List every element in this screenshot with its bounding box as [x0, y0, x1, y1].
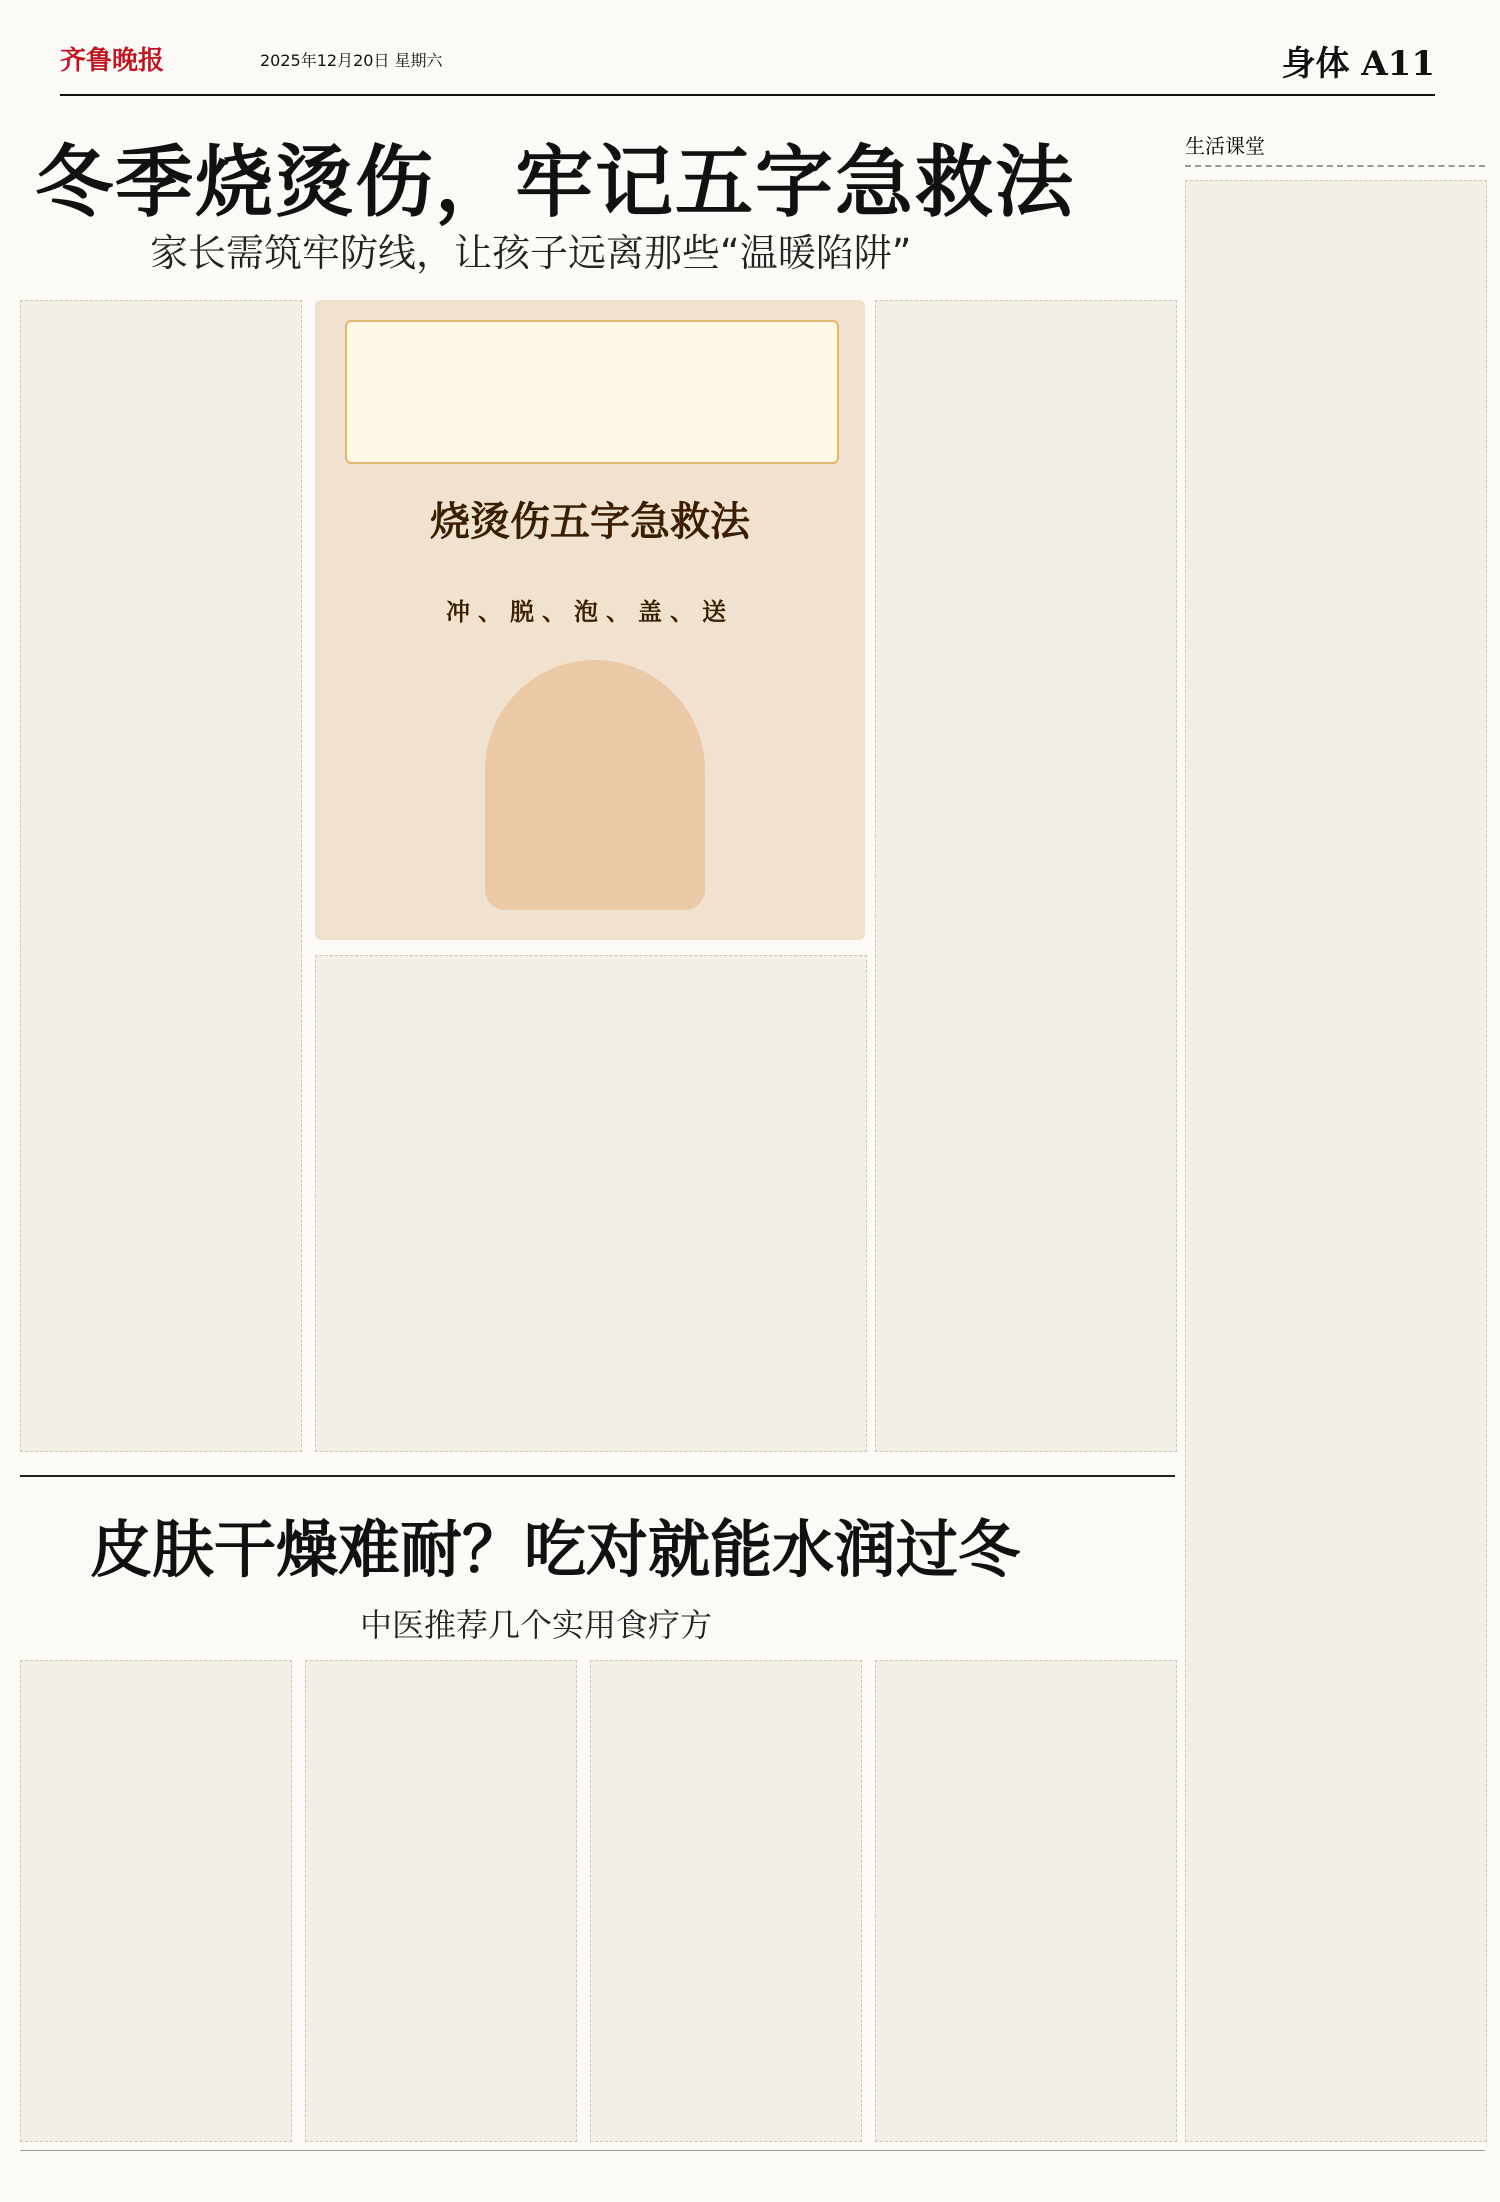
sidebar-content [1185, 180, 1487, 2142]
article2-column-3 [590, 1660, 862, 2142]
sidebar-life-tips [1185, 120, 1485, 2140]
sidebar-header: 生活课堂 [1185, 130, 1485, 167]
burn-first-aid-illustration [315, 300, 865, 940]
child-illustration [485, 660, 705, 910]
issue-date: 2025年12月20日 星期六 [260, 51, 443, 70]
article2-column-2 [305, 1660, 577, 2142]
article1-text-column-4 [875, 300, 1177, 1452]
masthead [0, 0, 1500, 120]
illustration-intro-panel [345, 320, 839, 464]
article-divider [20, 1475, 1175, 1477]
paper-name: 齐鲁晚报 [60, 46, 165, 76]
article1-subhead: 家长需筑牢防线，让孩子远离那些“温暖陷阱” [150, 231, 912, 275]
illustration-steps: 冲、脱、泡、盖、送 [446, 598, 734, 626]
illustration-title: 烧烫伤五字急救法 [430, 498, 750, 545]
article1-text-lower [315, 955, 867, 1452]
footer-rule [20, 2150, 1485, 2151]
article2-subhead: 中医推荐几个实用食疗方 [360, 1606, 713, 1644]
article2-column-1 [20, 1660, 292, 2142]
article1-headline: 冬季烧烫伤，牢记五字急救法 [35, 137, 1076, 228]
article1-text-column-1 [20, 300, 302, 1452]
article2-column-4 [875, 1660, 1177, 2142]
article2-headline: 皮肤干燥难耐？吃对就能水润过冬 [90, 1513, 1021, 1586]
section-label: 身体 A11 [1281, 44, 1435, 84]
masthead-rule [60, 94, 1435, 96]
